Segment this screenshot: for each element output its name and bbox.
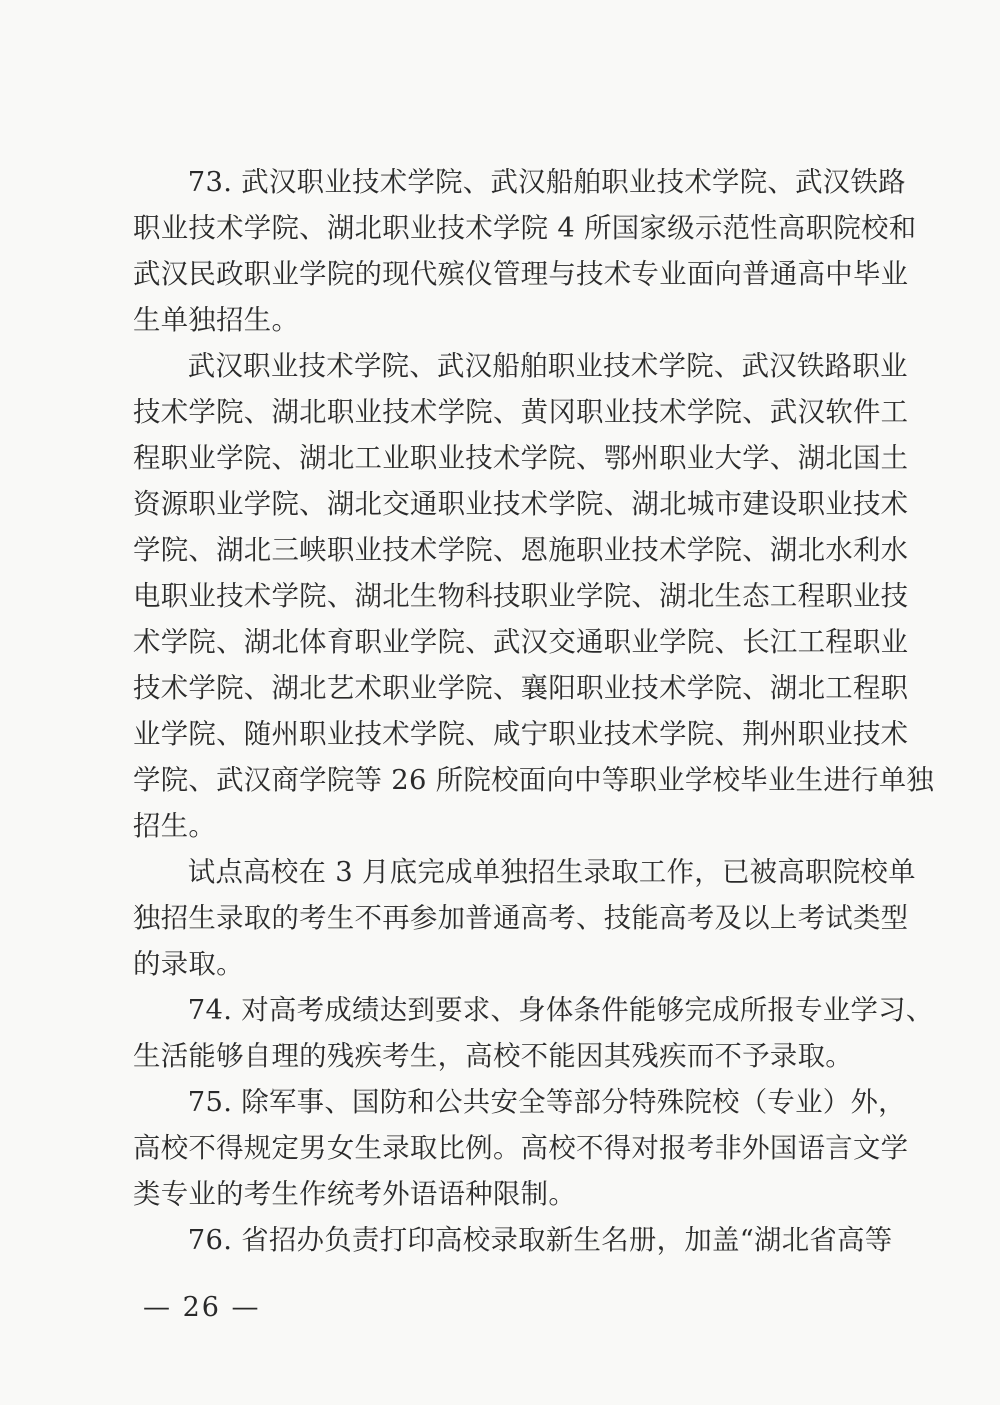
page-number: — 26 — — [143, 1292, 261, 1323]
paragraph-75 — [133, 1080, 909, 1218]
paragraph-pilot-schools — [133, 850, 916, 988]
text-line: 业学院、随州职业技术学院、咸宁职业技术学院、荆州职业技术 — [133, 719, 909, 750]
text-line: 武汉职业技术学院、武汉船舶职业技术学院、武汉铁路职业 — [187, 351, 908, 382]
text-line: 高校不得规定男女生录取比例。高校不得对报考非外国语言文学 — [133, 1133, 909, 1164]
text-line: 生活能够自理的残疾考生，高校不能因其残疾而不予录取。 — [133, 1041, 853, 1072]
paragraph-vocational-colleges — [133, 344, 935, 850]
text-line: 学院、湖北三峡职业技术学院、恩施职业技术学院、湖北水利水 — [133, 535, 909, 566]
text-line: 招生。 — [133, 811, 217, 842]
text-line: 独招生录取的考生不再参加普通高考、技能高考及以上考试类型 — [133, 903, 909, 934]
text-line: 类专业的考生作统考外语语种限制。 — [133, 1179, 577, 1210]
text-line: 74. 对高考成绩达到要求、身体条件能够完成所报专业学习、 — [187, 995, 934, 1026]
text-line: 技术学院、湖北艺术职业学院、襄阳职业技术学院、湖北工程职 — [133, 673, 909, 704]
text-line: 职业技术学院、湖北职业技术学院 4 所国家级示范性高职院校和 — [133, 213, 917, 244]
text-line: 武汉民政职业学院的现代殡仪管理与技术专业面向普通高中毕业 — [133, 259, 909, 290]
paragraph-76 — [133, 1218, 893, 1264]
text-line: 生单独招生。 — [133, 305, 300, 336]
text-line: 试点高校在 3 月底完成单独招生录取工作，已被高职院校单 — [187, 857, 916, 888]
text-line: 程职业学院、湖北工业职业技术学院、鄂州职业大学、湖北国土 — [133, 443, 909, 474]
text-line: 技术学院、湖北职业技术学院、黄冈职业技术学院、武汉软件工 — [133, 397, 909, 428]
text-line: 75. 除军事、国防和公共安全等部分特殊院校（专业）外， — [187, 1087, 906, 1118]
text-line: 学院、武汉商学院等 26 所院校面向中等职业学校毕业生进行单独 — [133, 765, 935, 796]
text-line: 73. 武汉职业技术学院、武汉船舶职业技术学院、武汉铁路 — [187, 167, 906, 198]
text-line: 76. 省招办负责打印高校录取新生名册，加盖“湖北省高等 — [187, 1225, 893, 1256]
text-line: 电职业技术学院、湖北生物科技职业学院、湖北生态工程职业技 — [133, 581, 909, 612]
paragraph-73 — [133, 160, 917, 344]
text-line: 术学院、湖北体育职业学院、武汉交通职业学院、长江工程职业 — [133, 627, 909, 658]
body-text — [133, 160, 935, 1264]
text-line: 资源职业学院、湖北交通职业技术学院、湖北城市建设职业技术 — [133, 489, 909, 520]
paragraph-74 — [133, 988, 934, 1080]
text-line: 的录取。 — [133, 949, 244, 980]
